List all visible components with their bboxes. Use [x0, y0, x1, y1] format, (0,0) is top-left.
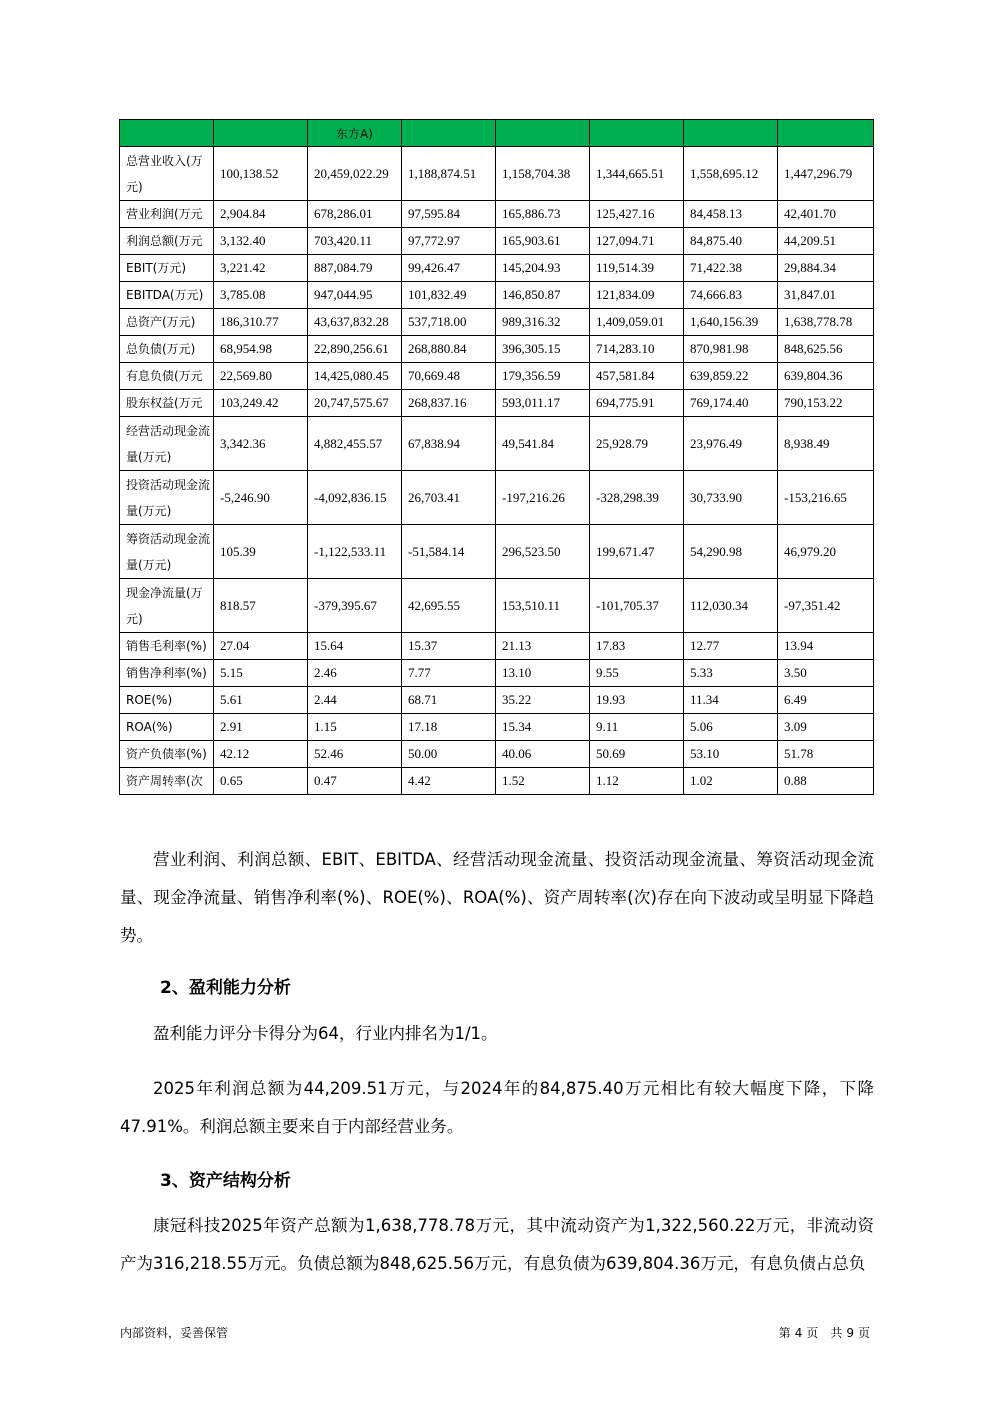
section-heading-profitability: 2、盈利能力分析 — [160, 978, 291, 998]
table-cell: 11.34 — [684, 687, 778, 714]
table-cell: 125,427.16 — [590, 201, 684, 228]
asset-structure-paragraph: 康冠科技2025年资产总额为1,638,778.78万元，其中流动资产为1,322,560.22万元，非流动资产为316,218.55万元。负债总额为848,625.56万元，有息负债为639,804.36万元，有息负债占总负 — [120, 1216, 874, 1273]
table-cell: 44,209.51 — [778, 228, 874, 255]
table-cell: 848,625.56 — [778, 336, 874, 363]
table-cell: 2,904.84 — [214, 201, 308, 228]
table-cell: 29,884.34 — [778, 255, 874, 282]
table-cell: 714,283.10 — [590, 336, 684, 363]
table-cell: 5.06 — [684, 714, 778, 741]
table-row — [120, 768, 874, 795]
table-cell: 97,772.97 — [402, 228, 496, 255]
table-row — [120, 228, 874, 255]
table-cell: 593,011.17 — [496, 390, 590, 417]
table-cell: 13.10 — [496, 660, 590, 687]
table-cell: 14,425,080.45 — [308, 363, 402, 390]
table-cell: -51,584.14 — [402, 525, 496, 579]
row-label: 有息负债(万元 — [120, 363, 214, 390]
table-row — [120, 741, 874, 768]
table-row — [120, 390, 874, 417]
table-header-cell — [684, 120, 778, 147]
table-row — [120, 147, 874, 201]
table-cell: 50.69 — [590, 741, 684, 768]
table-cell: 1,158,704.38 — [496, 147, 590, 201]
table-cell: 40.06 — [496, 741, 590, 768]
table-cell: 20,459,022.29 — [308, 147, 402, 201]
table-cell: 50.00 — [402, 741, 496, 768]
table-cell: 3,132.40 — [214, 228, 308, 255]
table-cell: 101,832.49 — [402, 282, 496, 309]
table-cell: 1,344,665.51 — [590, 147, 684, 201]
table-cell: 21.13 — [496, 633, 590, 660]
table-cell: 46,979.20 — [778, 525, 874, 579]
table-cell: 153,510.11 — [496, 579, 590, 633]
table-cell: 2.91 — [214, 714, 308, 741]
page-current: 4 — [794, 1326, 803, 1340]
page-prefix: 第 — [778, 1326, 791, 1340]
table-cell: 74,666.83 — [684, 282, 778, 309]
table-row — [120, 471, 874, 525]
table-cell: 3.09 — [778, 714, 874, 741]
table-cell: 1,409,059.01 — [590, 309, 684, 336]
table-cell: -4,092,836.15 — [308, 471, 402, 525]
page-suffix: 页 — [857, 1326, 870, 1340]
row-label: 销售净利率(%) — [120, 660, 214, 687]
row-label: 资产周转率(次 — [120, 768, 214, 795]
table-cell: 22,890,256.61 — [308, 336, 402, 363]
table-cell: 19.93 — [590, 687, 684, 714]
table-header-cell — [496, 120, 590, 147]
table-cell: 457,581.84 — [590, 363, 684, 390]
table-cell: 6.49 — [778, 687, 874, 714]
row-label: 筹资活动现金流量(万元) — [120, 525, 214, 579]
table-cell: 99,426.47 — [402, 255, 496, 282]
footer-page-number — [777, 1324, 872, 1341]
table-cell: 537,718.00 — [402, 309, 496, 336]
table-cell: 17.18 — [402, 714, 496, 741]
table-header-cell — [778, 120, 874, 147]
table-cell: 179,356.59 — [496, 363, 590, 390]
table-cell: 769,174.40 — [684, 390, 778, 417]
row-label: 销售毛利率(%) — [120, 633, 214, 660]
table-cell: 2.46 — [308, 660, 402, 687]
table-cell: 694,775.91 — [590, 390, 684, 417]
table-cell: 639,859.22 — [684, 363, 778, 390]
table-row — [120, 309, 874, 336]
table-row — [120, 714, 874, 741]
table-cell: -1,122,533.11 — [308, 525, 402, 579]
table-cell: 103,249.42 — [214, 390, 308, 417]
row-label: EBITDA(万元) — [120, 282, 214, 309]
table-cell: 97,595.84 — [402, 201, 496, 228]
table-cell: 0.88 — [778, 768, 874, 795]
table-cell: 5.33 — [684, 660, 778, 687]
table-header-cell — [120, 120, 214, 147]
table-cell: 17.83 — [590, 633, 684, 660]
table-row — [120, 579, 874, 633]
table-cell: 1,640,156.39 — [684, 309, 778, 336]
table-cell: 30,733.90 — [684, 471, 778, 525]
table-cell: 165,903.61 — [496, 228, 590, 255]
table-cell: 989,316.32 — [496, 309, 590, 336]
table-body — [120, 147, 874, 795]
table-cell: 49,541.84 — [496, 417, 590, 471]
table-cell: 105.39 — [214, 525, 308, 579]
table-cell: 15.37 — [402, 633, 496, 660]
table-cell: 43,637,832.28 — [308, 309, 402, 336]
table-cell: 4,882,455.57 — [308, 417, 402, 471]
table-cell: 31,847.01 — [778, 282, 874, 309]
table-cell: 3,221.42 — [214, 255, 308, 282]
row-label: 总营业收入(万元) — [120, 147, 214, 201]
row-label: 总负债(万元) — [120, 336, 214, 363]
row-label: EBIT(万元) — [120, 255, 214, 282]
table-cell: 703,420.11 — [308, 228, 402, 255]
table-cell: 42,401.70 — [778, 201, 874, 228]
table-cell: 15.34 — [496, 714, 590, 741]
table-cell: -97,351.42 — [778, 579, 874, 633]
page-mid: 页 共 — [806, 1326, 843, 1340]
row-label: ROE(%) — [120, 687, 214, 714]
row-label: 现金净流量(万元) — [120, 579, 214, 633]
table-cell: 13.94 — [778, 633, 874, 660]
table-cell: 127,094.71 — [590, 228, 684, 255]
table-cell: 84,458.13 — [684, 201, 778, 228]
table-cell: 100,138.52 — [214, 147, 308, 201]
table-cell: 1,558,695.12 — [684, 147, 778, 201]
row-label: 资产负债率(%) — [120, 741, 214, 768]
table-cell: 26,703.41 — [402, 471, 496, 525]
table-cell: 2.44 — [308, 687, 402, 714]
table-cell: 20,747,575.67 — [308, 390, 402, 417]
table-cell: 790,153.22 — [778, 390, 874, 417]
table-header-cell — [402, 120, 496, 147]
table-cell: 0.47 — [308, 768, 402, 795]
table-cell: 42.12 — [214, 741, 308, 768]
table-cell: 7.77 — [402, 660, 496, 687]
table-cell: 145,204.93 — [496, 255, 590, 282]
table-cell: -328,298.39 — [590, 471, 684, 525]
table-cell: 3,342.36 — [214, 417, 308, 471]
table-cell: 199,671.47 — [590, 525, 684, 579]
financial-table — [119, 119, 874, 795]
table-cell: 1,447,296.79 — [778, 147, 874, 201]
table-cell: 52.46 — [308, 741, 402, 768]
table-cell: 268,837.16 — [402, 390, 496, 417]
table-cell: 22,569.80 — [214, 363, 308, 390]
table-cell: 396,305.15 — [496, 336, 590, 363]
table-cell: 71,422.38 — [684, 255, 778, 282]
table-cell: 54,290.98 — [684, 525, 778, 579]
table-cell: 3,785.08 — [214, 282, 308, 309]
table-cell: 5.15 — [214, 660, 308, 687]
table-cell: 5.61 — [214, 687, 308, 714]
table-cell: 42,695.55 — [402, 579, 496, 633]
table-cell: 53.10 — [684, 741, 778, 768]
table-cell: 70,669.48 — [402, 363, 496, 390]
table-row — [120, 255, 874, 282]
row-label: 总资产(万元) — [120, 309, 214, 336]
table-cell: 1.02 — [684, 768, 778, 795]
table-cell: 146,850.87 — [496, 282, 590, 309]
row-label: 利润总额(万元 — [120, 228, 214, 255]
table-cell: 1,188,874.51 — [402, 147, 496, 201]
row-label: 营业利润(万元 — [120, 201, 214, 228]
table-row — [120, 363, 874, 390]
table-cell: 639,804.36 — [778, 363, 874, 390]
table-cell: 678,286.01 — [308, 201, 402, 228]
table-cell: 8,938.49 — [778, 417, 874, 471]
row-label: ROA(%) — [120, 714, 214, 741]
profitability-score-paragraph: 盈利能力评分卡得分为64，行业内排名为1/1。 — [153, 1024, 498, 1043]
profit-paragraph: 2025年利润总额为44,209.51万元，与2024年的84,875.40万元相比有较大幅度下降，下降47.91%。利润总额主要来自于内部经营业务。 — [120, 1079, 874, 1136]
table-cell: 84,875.40 — [684, 228, 778, 255]
footer-confidential-note: 内部资料，妥善保管 — [120, 1326, 229, 1340]
table-cell: 165,886.73 — [496, 201, 590, 228]
table-row — [120, 282, 874, 309]
table-cell: 51.78 — [778, 741, 874, 768]
table-row — [120, 660, 874, 687]
table-row — [120, 687, 874, 714]
table-cell: 818.57 — [214, 579, 308, 633]
table-cell: 119,514.39 — [590, 255, 684, 282]
table-cell: 25,928.79 — [590, 417, 684, 471]
page-total: 9 — [846, 1326, 854, 1340]
table-cell: 68,954.98 — [214, 336, 308, 363]
table-cell: -197,216.26 — [496, 471, 590, 525]
table-cell: 296,523.50 — [496, 525, 590, 579]
table-header-cell — [590, 120, 684, 147]
table-cell: 15.64 — [308, 633, 402, 660]
table-header-cell — [214, 120, 308, 147]
table-cell: 68.71 — [402, 687, 496, 714]
table-cell: 12.77 — [684, 633, 778, 660]
table-row — [120, 336, 874, 363]
table-cell: 0.65 — [214, 768, 308, 795]
table-cell: 870,981.98 — [684, 336, 778, 363]
table-cell: 112,030.34 — [684, 579, 778, 633]
summary-paragraph: 营业利润、利润总额、EBIT、EBITDA、经营活动现金流量、投资活动现金流量、筹资活动现金流量、现金净流量、销售净利率(%)、ROE(%)、ROA(%)、资产周转率(次)存在向下波动或呈明显下降趋势。 — [120, 850, 874, 945]
table-cell: 35.22 — [496, 687, 590, 714]
row-label: 投资活动现金流量(万元) — [120, 471, 214, 525]
table-cell: -101,705.37 — [590, 579, 684, 633]
table-row — [120, 525, 874, 579]
table-cell: 121,834.09 — [590, 282, 684, 309]
table-header-row — [120, 120, 874, 147]
table-cell: 4.42 — [402, 768, 496, 795]
table-cell: 9.11 — [590, 714, 684, 741]
table-cell: 67,838.94 — [402, 417, 496, 471]
table-cell: 887,084.79 — [308, 255, 402, 282]
table-cell: 3.50 — [778, 660, 874, 687]
table-cell: -5,246.90 — [214, 471, 308, 525]
table-cell: 1.52 — [496, 768, 590, 795]
table-cell: 947,044.95 — [308, 282, 402, 309]
table-cell: 1.12 — [590, 768, 684, 795]
table-cell: 1,638,778.78 — [778, 309, 874, 336]
section-heading-asset-structure: 3、资产结构分析 — [160, 1171, 291, 1191]
row-label: 股东权益(万元 — [120, 390, 214, 417]
table-cell: 268,880.84 — [402, 336, 496, 363]
table-cell: 27.04 — [214, 633, 308, 660]
table-row — [120, 417, 874, 471]
table-header-cell: 东方A) — [308, 120, 402, 147]
table-cell: 23,976.49 — [684, 417, 778, 471]
row-label: 经营活动现金流量(万元) — [120, 417, 214, 471]
table-row — [120, 633, 874, 660]
table-cell: 186,310.77 — [214, 309, 308, 336]
table-row — [120, 201, 874, 228]
table-cell: 1.15 — [308, 714, 402, 741]
table-cell: 9.55 — [590, 660, 684, 687]
table-cell: -379,395.67 — [308, 579, 402, 633]
table-cell: -153,216.65 — [778, 471, 874, 525]
